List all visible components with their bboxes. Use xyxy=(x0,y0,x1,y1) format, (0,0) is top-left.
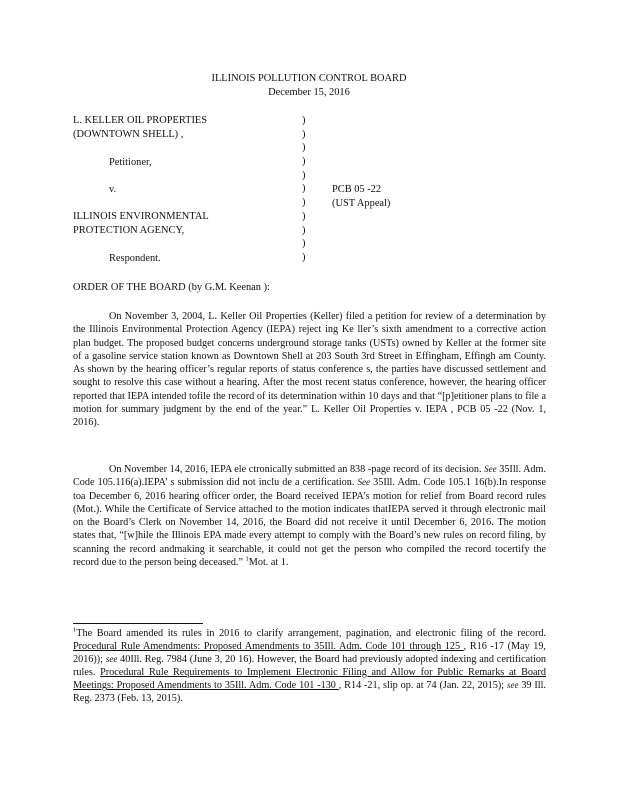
paren: ) xyxy=(302,183,306,195)
citation-link[interactable]: Procedural Rule Requirements to Implement Electronic Filing and Allow for Public Remarks at Board Meetings: Proposed Amendments to 35Ill. Adm. Code 101 -130 xyxy=(73,666,546,692)
paragraph-2 xyxy=(73,463,546,569)
order-heading: ORDER OF THE BOARD (by G.M. Keenan ): xyxy=(73,282,270,293)
petitioner-role: Petitioner, xyxy=(109,157,152,168)
caption-parentheses xyxy=(302,114,305,265)
versus: v. xyxy=(109,184,117,195)
see-signal: See xyxy=(484,464,497,474)
paren: ) xyxy=(302,197,306,209)
paragraph-1 xyxy=(73,310,546,430)
paragraph-2-text-a: On November 14, 2016, IEPA ele ctronically submitted an 838 -page record of its decision. xyxy=(109,464,485,475)
paren: ) xyxy=(302,128,306,140)
see-signal: see xyxy=(506,680,519,691)
petitioner-name-line2: (DOWNTOWN SHELL) , xyxy=(73,129,184,140)
footnote-separator xyxy=(73,623,203,624)
footnote-number: 1 xyxy=(73,626,77,634)
paren: ) xyxy=(302,142,306,154)
paren: ) xyxy=(302,115,306,126)
footnote-text-e: 39 Ill. Reg. 2373 (Feb. 13, 2015). xyxy=(73,680,546,704)
board-name: ILLINOIS POLLUTION CONTROL BOARD xyxy=(211,73,407,84)
citation-link[interactable]: Procedural Rule Amendments: Proposed Amendments to 35Ill. Adm. Code 101 through 125 xyxy=(73,640,464,652)
paragraph-1-text: On November 3, 2004, L. Keller Oil Properties (Keller) filed a petition for review of a determination by the Illinois Environmental Protection Agency (IEPA) reject ing Ke ller’s sixth amendment to a corrective action plan budget. The proposed budget concerns underground storage tanks (USTs) owned by Keller at the former site of a gasoline service station known as Downtown Shell at 203 South 3rd Street in Effingham, Effingh am County. As shown by the hearing officer’s regular reports of status conference s, the parties have discussed settlement and sought to resolve this case without a hearing. After the most recent status conference, however, the hearing officer reported that IEPA intended tofile the record of its determination within 10 days and that “[p]etitioner plans to file a motion for summary judgment by the end of the year.” L. Keller Oil Properties v. IEPA , PCB 05 -22 (Nov. 1, 2016). xyxy=(73,311,546,429)
paragraph-2-text-d: Mot. at 1. xyxy=(248,557,289,569)
petitioner-name-line1: L. KELLER OIL PROPERTIES xyxy=(73,115,208,126)
footnote-text-d: , R14 -21, slip op. at 74 (Jan. 22, 2015); xyxy=(338,680,507,692)
paragraph-2-text-b: 35Ill. Adm. Code 105.116(a).IEPA’ s submission did not inclu de a certification. xyxy=(73,464,546,489)
respondent-name-line2: PROTECTION AGENCY, xyxy=(73,225,185,236)
respondent-role: Respondent. xyxy=(109,253,161,264)
paragraph-2-text-c: 35Ill. Adm. Code 105.1 16(b).In response toa December 6, 2016 hearing officer order, the Board received IEPA’s motion for relief from Board record rules (Mot.). While the Certificate of Service attached to the motion indicates thatIEPA served it through electronic mail on the Board’s Clerk on November 14, 2016, the Board did not receive it until December 6, 2016. The motion states that, “[w]hile the Illinois EPA made every attempt to comply with the Board’s new rules on record filing, by scanning the record andmaking it searchable, it could not get the person who compiled the record tocertify the record due to the person being deceased.” xyxy=(73,477,546,569)
footnote-text-b: , R16 -17 (May 19, 2016)); xyxy=(73,640,546,666)
paren: ) xyxy=(302,251,306,263)
footnote-text-c: 40Ill. Reg. 7984 (June 3, 20 16). However, the Board had previously adopted indexing and certification rules. xyxy=(73,654,547,678)
footnote-text-a: The Board amended its rules in 2016 to clarify arrangement, pagination, and electronic filing of the record. xyxy=(76,628,546,639)
paren: ) xyxy=(302,210,306,222)
case-type: (UST Appeal) xyxy=(332,198,391,209)
paren: ) xyxy=(302,238,306,250)
order-date: December 15, 2016 xyxy=(268,87,350,98)
paren: ) xyxy=(302,156,306,168)
see-signal: See xyxy=(357,477,371,488)
paren: ) xyxy=(302,224,306,236)
footnote xyxy=(73,628,546,706)
paren: ) xyxy=(302,169,306,181)
see-signal: see xyxy=(105,654,118,665)
case-number: PCB 05 -22 xyxy=(332,184,382,195)
respondent-name-line1: ILLINOIS ENVIRONMENTAL xyxy=(73,211,209,222)
footnote-marker: 1 xyxy=(245,555,249,563)
